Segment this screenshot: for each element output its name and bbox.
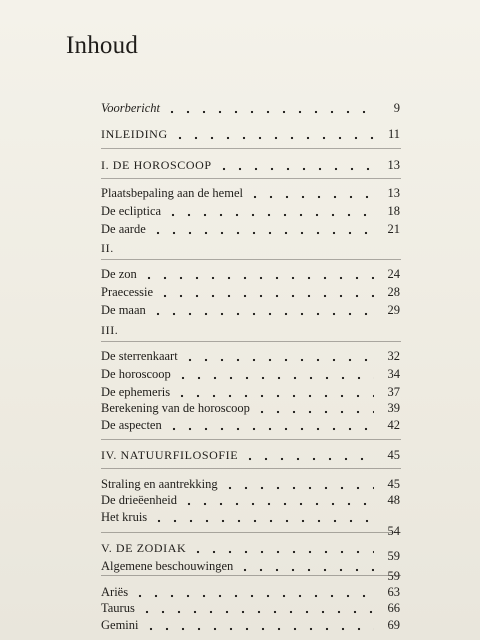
toc-entry-label: De ephemeris <box>101 385 171 399</box>
toc-page-number: 59 <box>387 549 400 563</box>
toc-entry-label: De maan <box>101 303 146 317</box>
divider <box>101 341 401 342</box>
toc-entry <box>101 398 400 416</box>
toc-part-heading <box>101 445 400 463</box>
toc-section-label <box>101 238 400 256</box>
toc-part-heading <box>101 155 400 173</box>
toc-page-number: 42 <box>387 418 400 432</box>
dot-leader <box>222 476 374 490</box>
toc-entry <box>101 183 400 201</box>
dot-leader <box>254 400 374 414</box>
toc-entry-foreword <box>101 98 400 116</box>
toc-page-number: 37 <box>387 385 400 399</box>
dot-leader <box>190 540 374 554</box>
dot-leader <box>172 126 374 140</box>
toc-entry-label: De drieëenheid <box>101 493 178 507</box>
toc-entry-introduction <box>101 124 400 142</box>
divider <box>101 148 401 149</box>
toc-entry-label: Straling en aantrekking <box>101 477 218 491</box>
toc-entry-label: De ecliptica <box>101 204 162 218</box>
toc-page-number: 11 <box>387 127 400 141</box>
toc-page-number: 18 <box>387 204 400 218</box>
divider <box>101 178 401 179</box>
toc-entry <box>101 615 400 633</box>
dot-leader <box>175 366 374 380</box>
dot-leader <box>141 266 374 280</box>
toc-entry-label: Ariës <box>101 585 129 599</box>
divider <box>101 439 401 440</box>
toc-page-number: 24 <box>387 267 400 281</box>
toc-entry <box>101 598 400 616</box>
toc-entry <box>101 219 400 237</box>
toc-entry-label: Taurus <box>101 601 135 615</box>
dot-leader <box>174 384 374 398</box>
dot-leader <box>151 509 374 523</box>
toc-entry-label: Plaatsbepaling aan de hemel <box>101 186 243 200</box>
toc-entry-label: De horoscoop <box>101 367 171 381</box>
toc-entry <box>101 201 400 219</box>
toc-entry-label: De sterrenkaart <box>101 349 178 363</box>
toc-page-number: 48 <box>387 493 400 507</box>
toc-page-number: 29 <box>387 303 400 317</box>
toc-entry <box>101 364 400 382</box>
dot-leader <box>242 447 374 461</box>
toc-page-number: 13 <box>387 186 400 200</box>
toc-entry-label: II. <box>101 241 114 255</box>
toc-page-number: 13 <box>387 158 400 172</box>
dot-leader <box>143 617 375 631</box>
toc-entry-label: Berekening van de horoscoop <box>101 401 250 415</box>
dot-leader <box>150 302 374 316</box>
toc-entry-label: I. DE HOROSCOOP <box>101 158 212 172</box>
dot-leader <box>164 100 374 114</box>
dot-leader <box>182 348 374 362</box>
toc-entry-label: Gemini <box>101 618 139 632</box>
toc-entry-label: De zon <box>101 267 137 281</box>
toc-entry <box>101 490 400 508</box>
divider <box>101 259 401 260</box>
toc-entry-label: De aspecten <box>101 418 162 432</box>
toc-entry-label: Het kruis <box>101 510 148 524</box>
toc-entry <box>101 346 400 364</box>
toc-entry <box>101 264 400 282</box>
toc-page-number: 28 <box>387 285 400 299</box>
toc-page-number: 66 <box>387 601 400 615</box>
toc-entry <box>101 415 400 433</box>
page-title: Inhoud <box>66 32 139 59</box>
dot-leader <box>165 203 374 217</box>
toc-page-number: 32 <box>387 349 400 363</box>
dot-leader <box>132 584 374 598</box>
toc-entry-label: V. DE ZODIAK <box>101 541 187 555</box>
toc-page-number: 21 <box>387 222 400 236</box>
dot-leader <box>157 284 374 298</box>
toc-entry-label: IV. NATUURFILOSOFIE <box>101 448 239 462</box>
toc-page-number: 9 <box>393 101 400 115</box>
dot-leader <box>216 157 374 171</box>
toc-entry <box>101 507 400 538</box>
divider <box>101 532 401 533</box>
dot-leader <box>150 221 374 235</box>
toc-entry <box>101 282 400 300</box>
toc-entry-label: Praecessie <box>101 285 154 299</box>
toc-page-number: 69 <box>387 618 400 632</box>
toc-page-number: 39 <box>387 401 400 415</box>
dot-leader <box>139 600 374 614</box>
toc-entry-label: INLEIDING <box>101 127 168 141</box>
dot-leader <box>166 417 374 431</box>
toc-page-number: 63 <box>387 585 400 599</box>
toc-entry-label: Voorbericht <box>101 101 161 115</box>
toc-page-number: 45 <box>387 448 400 462</box>
toc-part-heading <box>101 538 400 563</box>
dot-leader <box>181 492 374 506</box>
toc-entry-label: Algemene beschouwingen <box>101 559 234 573</box>
toc-entry <box>101 300 400 318</box>
dot-leader <box>247 185 374 199</box>
divider <box>101 468 401 469</box>
toc-page-number: 59 <box>387 569 400 583</box>
toc-section-label <box>101 320 400 338</box>
toc-entry-label: III. <box>101 323 119 337</box>
toc-page-number: 54 <box>387 524 400 538</box>
toc-page-number: 45 <box>387 477 400 491</box>
toc-entry-label: De aarde <box>101 222 146 236</box>
toc-page-number: 34 <box>387 367 400 381</box>
